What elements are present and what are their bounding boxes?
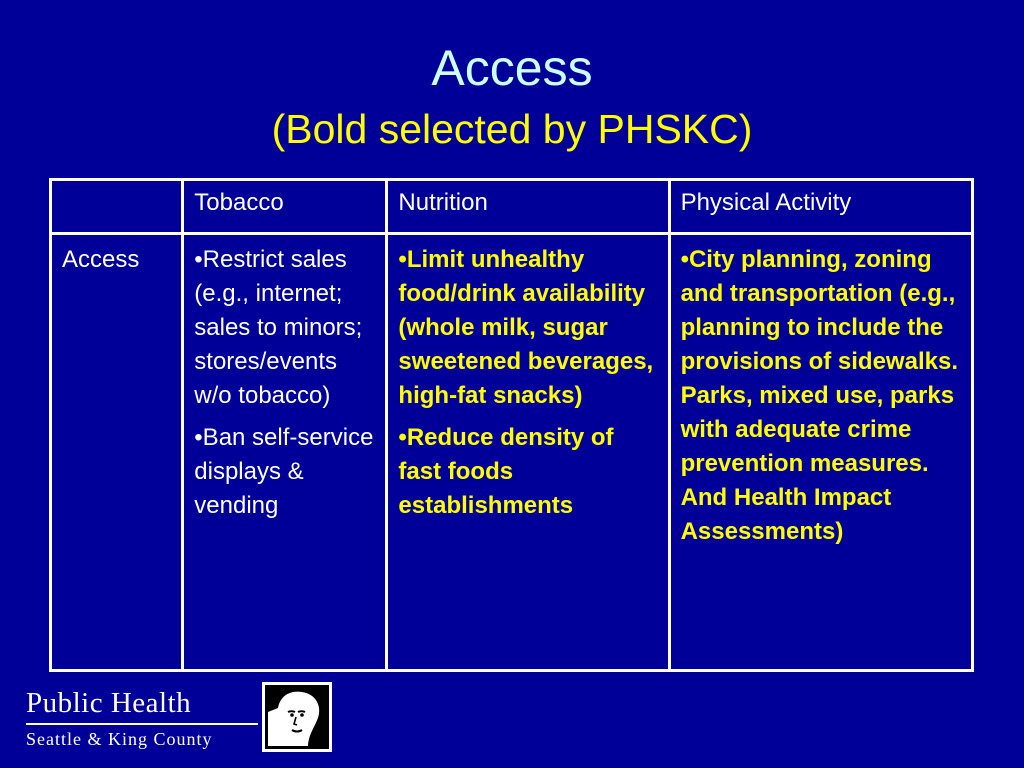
cell-nutrition xyxy=(387,234,669,671)
org-footer xyxy=(22,682,334,754)
tobacco-item: •Restrict sales (e.g., internet; sales to minors; stores/events w/o tobacco) xyxy=(194,246,363,409)
table-row-access xyxy=(51,234,973,671)
physical-activity-item: •City planning, zoning and transportation (e.g., planning to include the provisions of sidewalks. Parks, mixed use, parks with adequate crime prevention measures. And Health Impact Assessments) xyxy=(680,246,958,545)
row-label-access: Access xyxy=(51,234,183,671)
table-header-row xyxy=(51,180,973,234)
header-cell-physical-activity: Physical Activity xyxy=(669,180,972,234)
cell-tobacco xyxy=(183,234,387,671)
org-divider xyxy=(26,723,258,725)
tobacco-item: •Ban self-service displays & vending xyxy=(194,424,374,519)
nutrition-item: •Limit unhealthy food/drink availability (whole milk, sugar sweetened beverages, high-fat snacks) xyxy=(398,246,654,409)
header-cell-tobacco: Tobacco xyxy=(183,180,387,234)
slide-title: Access xyxy=(431,40,593,96)
nutrition-item: •Reduce density of fast foods establishments xyxy=(398,424,614,519)
cell-physical-activity xyxy=(669,234,972,671)
org-wordmark xyxy=(26,686,258,750)
header-cell-nutrition: Nutrition xyxy=(387,180,669,234)
access-table xyxy=(49,178,974,672)
org-region: Seattle & King County xyxy=(26,729,213,749)
slide-subtitle: (Bold selected by PHSKC) xyxy=(271,106,753,152)
face-portrait-logo-icon xyxy=(262,682,332,752)
org-name: Public Health xyxy=(26,687,192,719)
header-cell-empty xyxy=(51,180,183,234)
